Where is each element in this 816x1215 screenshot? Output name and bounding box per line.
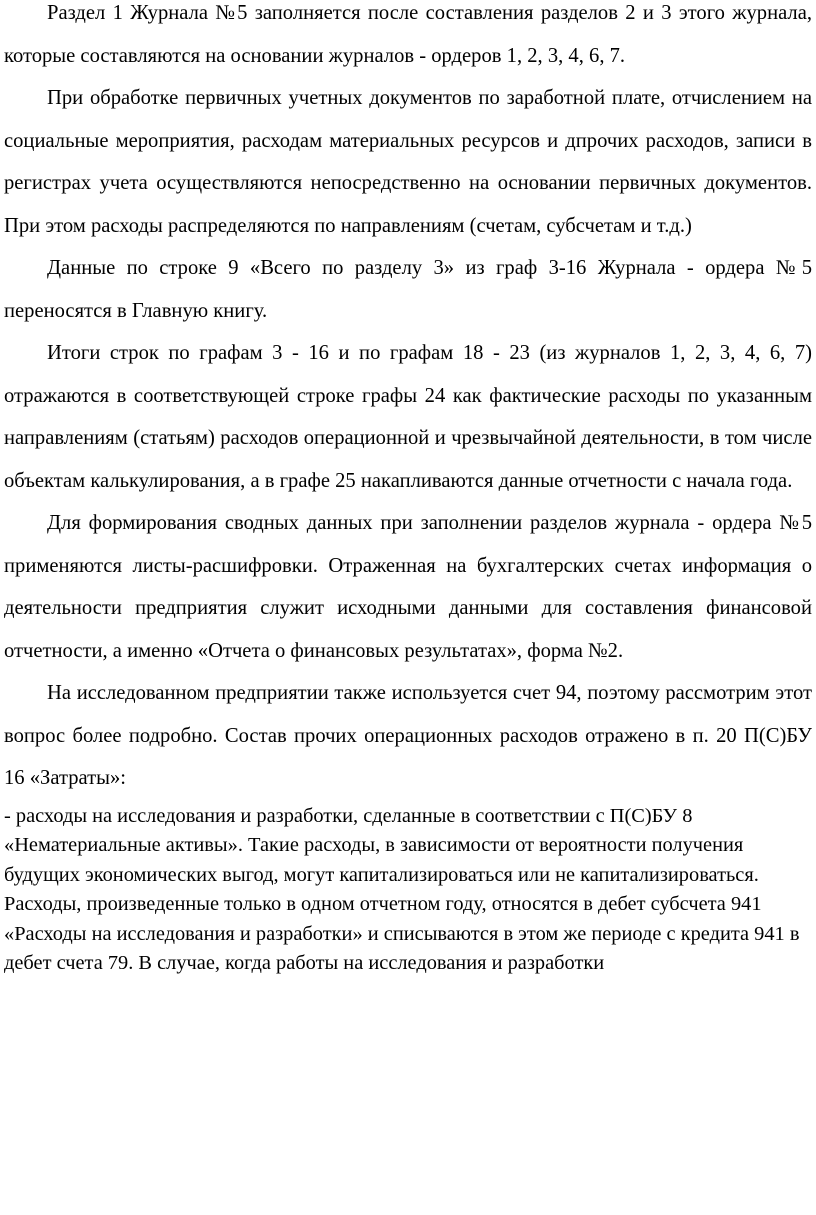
- paragraph-column-totals: Итоги строк по графам 3 - 16 и по графам 18 - 23 (из журналов 1, 2, 3, 4, 6, 7) отражаются в соответствующей строке графы 24 как фактические расходы по указанным направлениям (статьям) расходов операционной и чрезвычайной деятельности, в том числе объектам калькулирования, а в графе 25 накапливаются данные отчетности с начала года.: [4, 342, 812, 492]
- list-item-research-expenses: - расходы на исследования и разработки, сделанные в соответствии с П(С)БУ 8 «Нематериальные активы». Такие расходы, в зависимости от вероятности получения будущих экономических выгод, могут капитализироваться или не капитализироваться. Расходы, произведенные только в одном отчетном году, относятся в дебет субсчета 941 «Расходы на исследования и разработки» и списываются в этом же периоде с кредита 941 в дебет счета 79. В случае, когда работы на исследования и разработки: [4, 804, 800, 974]
- paragraph-journal-section-1: Раздел 1 Журнала №5 заполняется после составления разделов 2 и 3 этого журнала, которые составляются на основании журналов - ордеров 1, 2, 3, 4, 6, 7.: [4, 2, 812, 67]
- paragraph-account-94: На исследованном предприятии также используется счет 94, поэтому рассмотрим этот вопрос более подробно. Состав прочих операционных расходов отражено в п. 20 П(С)БУ 16 «Затраты»:: [4, 682, 812, 789]
- paragraph-primary-documents: При обработке первичных учетных документов по заработной плате, отчислением на социальные мероприятия, расходам материальных ресурсов и дпрочих расходов, записи в регистрах учета осуществляются непосредственно на основании первичных документов. При этом расходы распределяются по направлениям (счетам, субсчетам и т.д.): [4, 87, 812, 237]
- paragraph-line-9-data: Данные по строке 9 «Всего по разделу 3» из граф 3-16 Журнала - ордера №5 переносятся в Главную книгу.: [4, 257, 812, 322]
- paragraph-summary-data: Для формирования сводных данных при заполнении разделов журнала - ордера №5 применяются листы-расшифровки. Отраженная на бухгалтерских счетах информация о деятельности предприятия служит исходными данными для составления финансовой отчетности, а именно «Отчета о финансовых результатах», форма №2.: [4, 512, 812, 662]
